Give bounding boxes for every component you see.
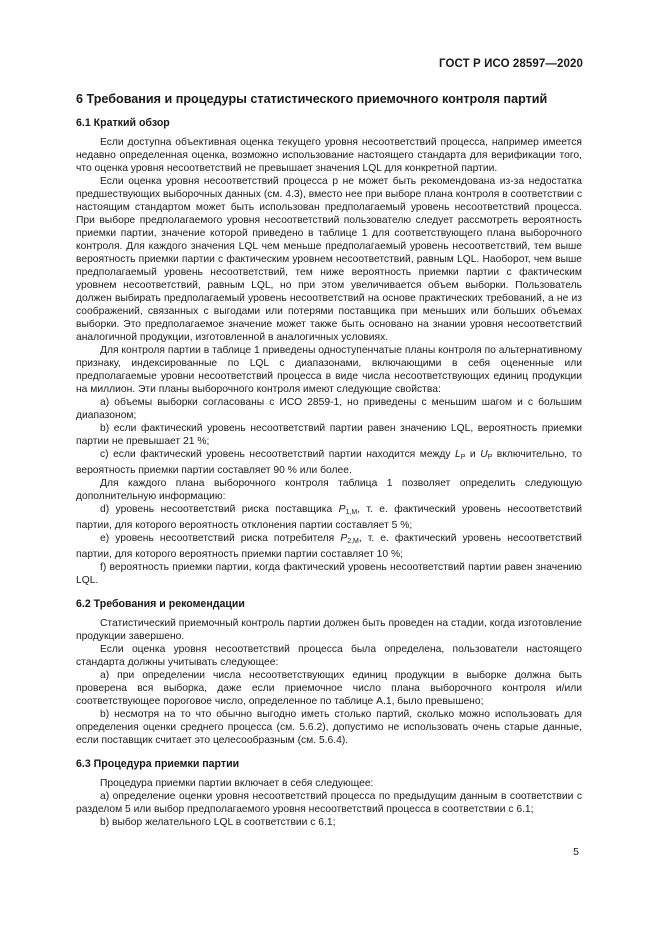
list-item-6-3-a: а) определение оценки уровня несоответствий процесса по предыдущим данным в соответствии с разделом 5 или выбор предполагаемого уровня несоответствий процесса в соответствии с 6.1;	[76, 791, 582, 815]
supplier-risk-subscript: 1,M	[345, 509, 358, 516]
list-item-6-2-b: b) несмотря на то что обычно выгодно иметь столько партий, сколько можно использовать для определения оценки среднего процесса (см. 5.6.2), допустимо не использовать очень старые данные, если поставщик считает это целесообразным (см. 5.6.4).	[76, 709, 582, 746]
list-item-6-1-e	[76, 532, 582, 561]
list-item-6-1-f: f) вероятность приемки партии, когда фактический уровень несоответствий партии равен значению LQL.	[76, 562, 582, 586]
supplier-risk-symbol: P	[338, 504, 346, 515]
paragraph-6-1-2: Если оценка уровня несоответствий процесса p не может быть рекомендована из-за недостатка предшествующих выборочных данных (см. 4.3), вместо нее при выборе плана контроля в соответствии с настоящим стандартом может быть использован предполагаемый уровень несоответствий процесса. При выборе предполагаемого уровня несоответствий пользователю следует рассмотреть вероятность приемки партии, значение которой приведено в таблице 1 для соответствующего плана выборочного контроля. Для каждого значения LQL чем меньше предполагаемый уровень несоответствий, тем выше вероятность приемки партии с фактическим уровнем несоответствий, равным LQL. Наоборот, чем выше предполагаемый уровень несоответствий, тем ниже вероятность приемки партии с фактическим уровнем несоответствий, равным LQL, но при этом увеличивается объем выборки. Пользователь должен выбирать предполагаемый уровень несоответствий на основе практических требований, а не из соображений, связанных с выгодами или потерями поставщика при меньших или больших объемах выборки. Это предполагаемое значение может также быть основано на знании уровня несоответствий аналогичной продукции, изготовленной в аналогичных условиях.	[76, 176, 582, 343]
page-body	[76, 92, 582, 829]
list-item-6-1-c-end: включительно, то вероятность приемки партии составляет 90 % или более.	[76, 449, 582, 476]
paragraph-6-1-1: Если доступна объективная оценка текущего уровня несоответствий процесса, например имеется недавно определенная оценка, возможно использование настоящего стандарта для верификации того, что оценка уровня несоответствий не превышает значения LQL для конкретной партии.	[76, 137, 582, 174]
paragraph-6-2-1: Статистический приемочный контроль партии должен быть проведен на стадии, когда изготовление продукции завершено.	[76, 618, 582, 642]
consumer-risk-subscript: 2,M	[347, 538, 359, 545]
upper-bound-symbol: U	[480, 449, 488, 460]
list-item-6-1-d-start: d) уровень несоответствий риска поставщика	[100, 504, 339, 515]
consumer-risk-symbol: P	[340, 533, 348, 544]
list-item-6-1-c-start: c) если фактический уровень несоответствий партии находится между	[100, 449, 456, 460]
list-item-6-1-a: а) объемы выборки согласованы с ИСО 2859-1, но приведены с меньшим шагом и с большим диапазоном;	[76, 397, 582, 421]
upper-bound-subscript: P	[487, 454, 493, 461]
paragraph-6-3-1: Процедура приемки партии включает в себя следующее:	[100, 778, 374, 789]
subsection-6-2-title: 6.2 Требования и рекомендации	[76, 598, 245, 610]
subsection-6-1-title: 6.1 Краткий обзор	[76, 117, 170, 129]
lower-bound-subscript: P	[460, 454, 466, 461]
section-6-title: 6 Требования и процедуры статистического приемочного контроля партий	[76, 92, 548, 106]
list-item-6-2-a: а) при определении числа несоответствующих единиц продукции в выборке должна быть проверена вся выборка, даже если приемочное число плана выборочного контроля и/или соответствующее пороговое число, определенное по таблице А.1, было превышено;	[76, 670, 582, 707]
list-item-6-1-e-end: , т. е. фактический уровень несоответствий партии, для которого вероятность приемки партии составляет 10 %;	[76, 533, 582, 560]
lower-bound-symbol: L	[455, 449, 461, 460]
standard-identifier: ГОСТ Р ИСО 28597—2020	[438, 58, 583, 70]
list-item-6-1-b: b) если фактический уровень несоответствий партии равен значению LQL, вероятность приемки партии не превышает 21 %;	[76, 423, 582, 447]
list-item-6-1-e-start: e) уровень несоответствий риска потребителя	[100, 533, 341, 544]
paragraph-6-1-3: Для контроля партии в таблице 1 приведены одноступенчатые планы контроля по альтернативному признаку, индексированные по LQL с диапазонами, включающими в себя оцененные или предполагаемые уровни несоответствий процесса в виде числа несоответствующих единиц продукции на миллион. Эти планы выборочного контроля имеют следующие свойства:	[76, 345, 582, 395]
paragraph-6-2-2: Если оценка уровня несоответствий процесса была определена, пользователи настоящего стандарта должны учитывать следующее:	[76, 644, 582, 668]
page-number: 5	[573, 846, 579, 858]
list-item-6-3-b: b) выбор желательного LQL в соответствии с 6.1;	[100, 817, 336, 828]
list-item-6-1-d	[76, 503, 582, 532]
subsection-6-3-title: 6.3 Процедура приемки партии	[76, 758, 240, 770]
list-item-6-1-d-end: , т. е. фактический уровень несоответствий партии, для которого вероятность отклонения партии составляет 5 %;	[76, 504, 583, 531]
list-item-6-1-c-and: и	[465, 449, 481, 460]
paragraph-6-1-4: Для каждого плана выборочного контроля таблица 1 позволяет определить следующую дополнительную информацию:	[76, 478, 582, 502]
list-item-6-1-c	[76, 448, 582, 477]
